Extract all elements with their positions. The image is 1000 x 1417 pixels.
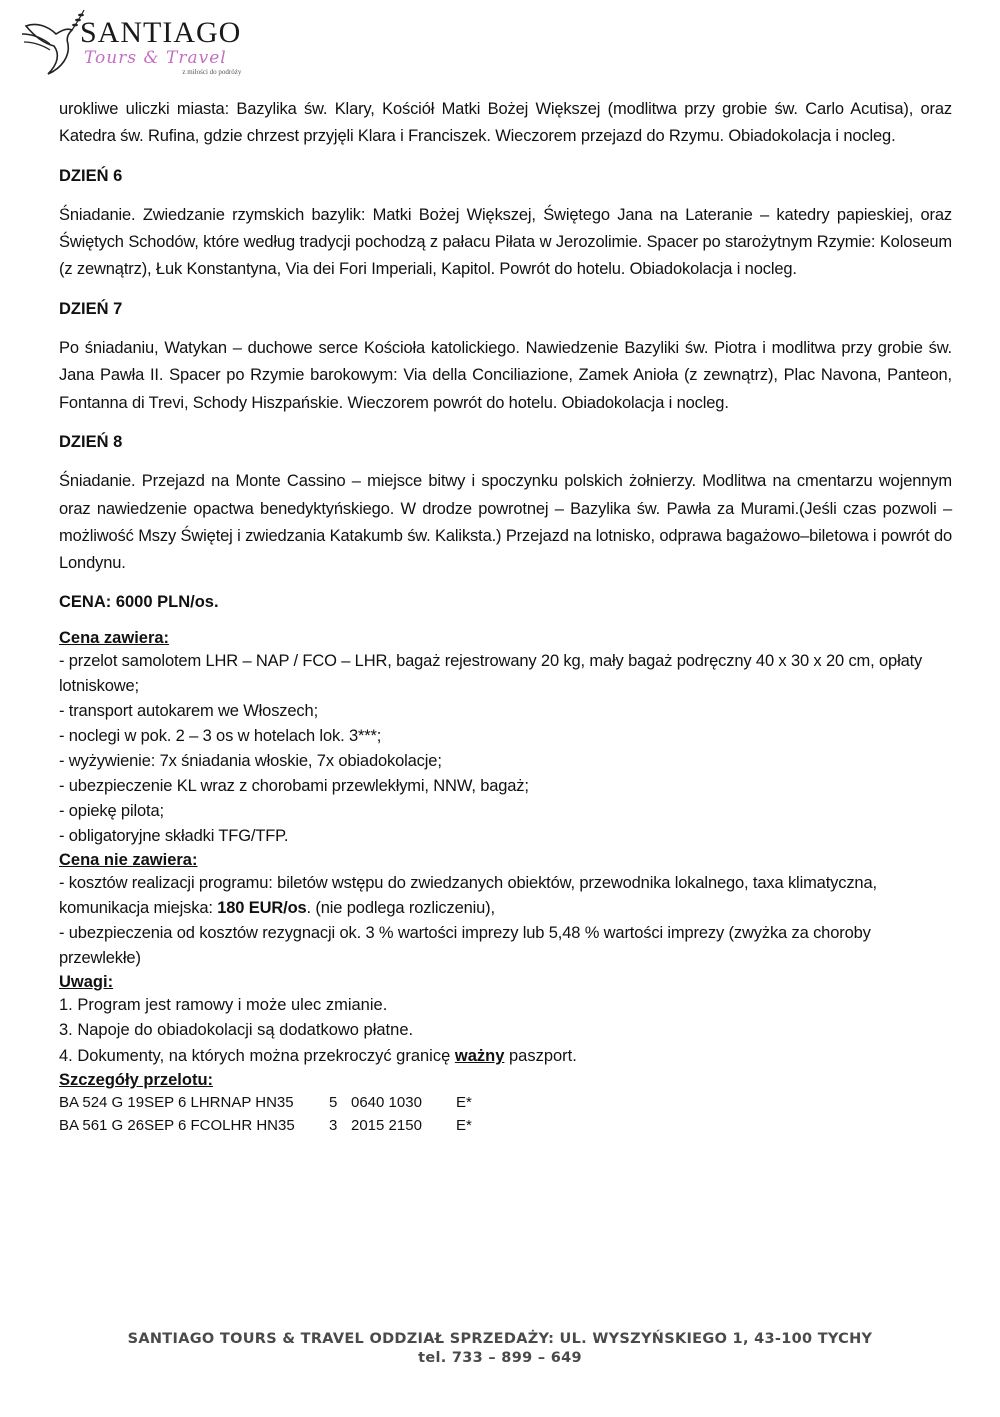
flight-class: E*	[456, 1117, 472, 1135]
notes-title: Uwagi:	[59, 972, 114, 991]
includes-title: Cena zawiera:	[59, 628, 170, 647]
flight-day: 3	[329, 1117, 338, 1135]
logo-brand-main: SANTIAGO	[80, 16, 242, 49]
logo-wordmark	[80, 4, 241, 77]
note-item: 1. Program jest ramowy i może ulec zmianie.	[59, 995, 388, 1014]
day-7-heading: DZIEŃ 7	[59, 299, 123, 318]
day-7-text: Po śniadaniu, Watykan – duchowe serce Kościoła katolickiego. Nawiedzenie Bazyliki św. Piotra i modlitwa przy grobie św. Jana Pawła II. Spacer po Rzymie barokowym: Via della Conciliazione, Zamek Anioła (z zewnątrz), Plac Navona, Panteon, Fontanna di Trevi, Schody Hiszpańskie. Wieczorem powrót do hotelu. Obiadokolacja i nocleg.	[59, 339, 952, 412]
flights-title: Szczegóły przelotu:	[59, 1071, 214, 1090]
price: CENA: 6000 PLN/os.	[59, 593, 219, 612]
dove-icon	[18, 4, 88, 80]
flight-times: 2015 2150	[351, 1117, 422, 1135]
excludes-item-text-end: . (nie podlega rozliczeniu),	[306, 898, 495, 917]
excludes-item-text: - kosztów realizacji programu: biletów wstępu do zwiedzanych obiektów, przewodnika lokalnego, taxa klimatyczna, komunikacja miejska:	[59, 873, 877, 917]
day-6-heading: DZIEŃ 6	[59, 166, 123, 185]
includes-item: - obligatoryjne składki TFG/TFP.	[59, 826, 289, 845]
excludes-item: - ubezpieczenia od kosztów rezygnacji ok. 3 % wartości imprezy lub 5,48 % wartości imprezy (zwyżka za choroby przewlekłe)	[59, 923, 871, 967]
includes-item: - wyżywienie: 7x śniadania włoskie, 7x obiadokolacje;	[59, 751, 442, 770]
includes-item: - noclegi w pok. 2 – 3 os w hotelach lok. 3***;	[59, 726, 382, 745]
footer-address: SANTIAGO TOURS & TRAVEL ODDZIAŁ SPRZEDAŻY: UL. WYSZYŃSKIEGO 1, 43-100 TYCHY	[127, 1331, 873, 1347]
note-text: 4. Dokumenty, na których można przekroczyć granicę	[59, 1046, 455, 1065]
flight-code: BA 524 G 19SEP 6 LHRNAP HN35	[59, 1094, 294, 1112]
day-8-text: Śniadanie. Przejazd na Monte Cassino – miejsce bitwy i spoczynku polskich żołnierzy. Modlitwa na cmentarzu wojennym oraz nawiedzenie opactwa benedyktyńskiego. W drodze powrotnej – Bazylika św. Pawła za Murami.(Jeśli czas pozwoli – możliwość Mszy Świętej i zwiedzania Katakumb św. Kaliksta.) Przejazd na lotnisko, odprawa bagażowo–biletowa i powrót do Londynu.	[59, 472, 952, 573]
flight-row	[59, 1114, 952, 1137]
excludes-item-amount: 180 EUR/os	[217, 898, 307, 917]
includes-item: - przelot samolotem LHR – NAP / FCO – LHR, bagaż rejestrowany 20 kg, mały bagaż podręczny 40 x 30 x 20 cm, opłaty lotniskowe;	[59, 651, 923, 695]
footer-phone: tel. 733 – 899 – 649	[418, 1350, 582, 1366]
note-item	[59, 1044, 952, 1070]
page-footer	[0, 1330, 1000, 1368]
includes-item: - transport autokarem we Włoszech;	[59, 701, 318, 720]
note-emphasis: ważny	[454, 1046, 505, 1065]
note-item: 3. Napoje do obiadokolacji są dodatkowo płatne.	[59, 1021, 414, 1040]
flight-times: 0640 1030	[351, 1094, 422, 1112]
flight-code: BA 561 G 26SEP 6 FCOLHR HN35	[59, 1117, 295, 1135]
document-body	[59, 96, 952, 1137]
excludes-title: Cena nie zawiera:	[59, 850, 198, 869]
includes-item: - opiekę pilota;	[59, 801, 164, 820]
day-6-text: Śniadanie. Zwiedzanie rzymskich bazylik: Matki Bożej Większej, Świętego Jana na Lateranie – katedry papieskiej, oraz Świętych Schodów, które według tradycji pochodzą z pałacu Piłata w Jerozolimie. Spacer po starożytnym Rzymie: Koloseum (z zewnątrz), Łuk Konstantyna, Via dei Fori Imperiali, Kapitol. Powrót do hotelu. Obiadokolacja i nocleg.	[59, 205, 952, 279]
note-text-end: paszport.	[504, 1046, 577, 1065]
excludes-item	[59, 871, 952, 921]
flight-class: E*	[456, 1094, 472, 1112]
logo-tagline: z miłości do podróży	[182, 68, 242, 76]
flight-row	[59, 1091, 952, 1114]
includes-item: - ubezpieczenie KL wraz z chorobami przewlekłymi, NNW, bagaż;	[59, 776, 529, 795]
flight-day: 5	[329, 1094, 338, 1112]
logo-brand-script: Tours & Travel	[84, 48, 227, 68]
company-logo	[18, 4, 241, 88]
intro-paragraph: urokliwe uliczki miasta: Bazylika św. Klary, Kościół Matki Bożej Większej (modlitwa przy grobie św. Carlo Acutisa), oraz Katedra św. Rufina, gdzie chrzest przyjęli Klara i Franciszek. Wieczorem przejazd do Rzymu. Obiadokolacja i nocleg.	[59, 100, 952, 146]
day-8-heading: DZIEŃ 8	[59, 432, 123, 451]
